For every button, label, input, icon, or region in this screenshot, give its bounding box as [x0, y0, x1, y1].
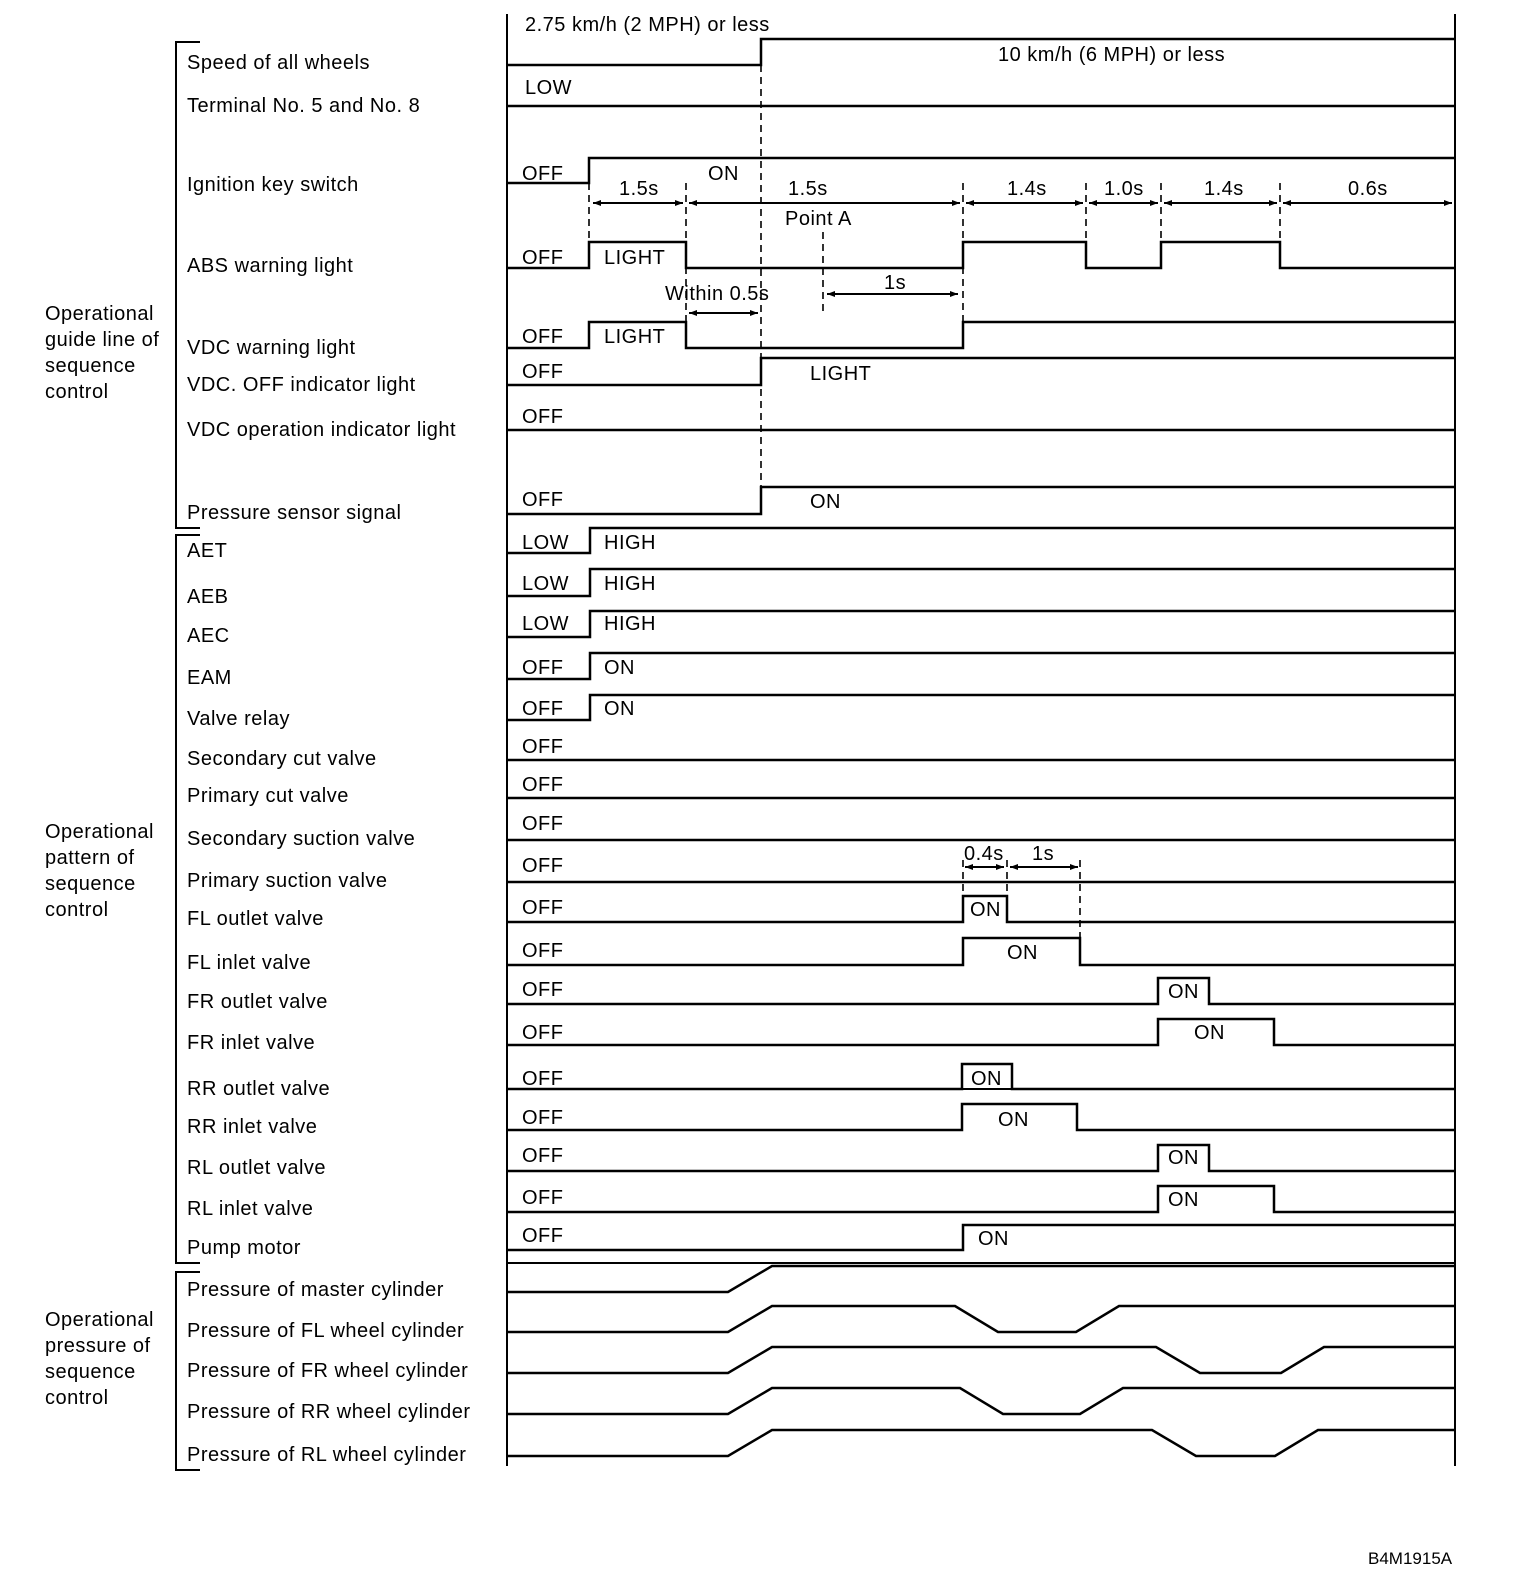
arrowhead-icon — [1070, 864, 1078, 870]
waveform-pressure-of-rr-wheel-cylinder — [508, 1388, 1455, 1414]
waveform-fl-inlet-valve — [508, 938, 1455, 965]
signal-label-fr-inlet-valve: FR inlet valve — [187, 1032, 316, 1054]
waveform-vdc-off-indicator-light — [508, 358, 1455, 385]
timing-label-1s: 1s — [884, 272, 907, 294]
state-label-off: OFF — [522, 1145, 564, 1167]
group-label-pattern: control — [45, 899, 109, 921]
waveform-pressure-sensor-signal — [508, 487, 1455, 514]
signal-label-vdc-warning-light: VDC warning light — [187, 337, 356, 359]
state-label-on: ON — [708, 163, 739, 185]
state-label-off: OFF — [522, 489, 564, 511]
state-label-off: OFF — [522, 855, 564, 877]
timing-label-within-0-5s: Within 0.5s — [665, 283, 770, 305]
state-label-off: OFF — [522, 1107, 564, 1129]
waveform-rr-inlet-valve — [508, 1104, 1455, 1130]
timing-label-1-0s: 1.0s — [1104, 178, 1144, 200]
arrowhead-icon — [1444, 200, 1452, 206]
signal-label-pressure-of-fr-wheel-cylinder: Pressure of FR wheel cylinder — [187, 1360, 469, 1382]
waveform-rl-inlet-valve — [508, 1186, 1455, 1212]
waveform-fr-inlet-valve — [508, 1019, 1455, 1045]
signal-label-secondary-suction-valve: Secondary suction valve — [187, 828, 416, 850]
waveform-pressure-of-fl-wheel-cylinder — [508, 1306, 1455, 1332]
state-label-off: OFF — [522, 1022, 564, 1044]
state-label-on: ON — [998, 1109, 1029, 1131]
state-label-low: LOW — [522, 573, 570, 595]
state-label-off: OFF — [522, 1068, 564, 1090]
group-label-pattern: pattern of — [45, 847, 135, 869]
timing-annotations — [593, 178, 1452, 870]
arrowhead-icon — [1010, 864, 1018, 870]
state-label-off: OFF — [522, 813, 564, 835]
state-label-low: LOW — [522, 613, 570, 635]
state-label-light: LIGHT — [604, 326, 666, 348]
arrowhead-icon — [675, 200, 683, 206]
state-label-off: OFF — [522, 657, 564, 679]
signal-label-pressure-sensor-signal: Pressure sensor signal — [187, 502, 402, 524]
arrowhead-icon — [1164, 200, 1172, 206]
state-label-off: OFF — [522, 1187, 564, 1209]
arrowhead-icon — [952, 200, 960, 206]
arrowhead-icon — [966, 200, 974, 206]
state-label-off: OFF — [522, 247, 564, 269]
signal-label-eam: EAM — [187, 667, 232, 689]
waveform-speed-of-all-wheels — [508, 39, 1455, 65]
arrowhead-icon — [1150, 200, 1158, 206]
arrowhead-icon — [827, 291, 835, 297]
waveform-pressure-of-fr-wheel-cylinder — [508, 1347, 1455, 1373]
timing-label-1-5s: 1.5s — [619, 178, 659, 200]
state-label-off: OFF — [522, 736, 564, 758]
signal-label-secondary-cut-valve: Secondary cut valve — [187, 748, 377, 770]
arrowhead-icon — [1283, 200, 1291, 206]
arrowhead-icon — [1269, 200, 1277, 206]
state-label-on: ON — [970, 899, 1001, 921]
group-label-pattern: sequence — [45, 873, 136, 895]
group-label-pressure: Operational — [45, 1309, 154, 1331]
state-label-on: ON — [1168, 1189, 1199, 1211]
signal-labels — [187, 52, 471, 1466]
state-label-on: ON — [810, 491, 841, 513]
group-label-guide: guide line of — [45, 329, 160, 351]
waveform-pressure-of-master-cylinder — [508, 1266, 1455, 1292]
dashed-timing-markers — [589, 65, 1280, 938]
signal-label-rr-outlet-valve: RR outlet valve — [187, 1078, 331, 1100]
signal-label-vdc-off-indicator-light: VDC. OFF indicator light — [187, 374, 416, 396]
arrowhead-icon — [1075, 200, 1083, 206]
waveform-rl-outlet-valve — [508, 1145, 1455, 1171]
signal-label-aec: AEC — [187, 625, 230, 647]
timing-label-point-a: Point A — [785, 208, 852, 230]
state-label-low: LOW — [525, 77, 573, 99]
signal-label-fr-outlet-valve: FR outlet valve — [187, 991, 328, 1013]
state-label-off: OFF — [522, 1225, 564, 1247]
timing-label-1-5s: 1.5s — [788, 178, 828, 200]
state-label-on: ON — [604, 698, 635, 720]
state-label-on: ON — [971, 1068, 1002, 1090]
timing-label-1-4s: 1.4s — [1204, 178, 1244, 200]
signal-label-aet: AET — [187, 540, 228, 562]
signal-label-valve-relay: Valve relay — [187, 708, 290, 730]
waveform-eam — [508, 653, 1455, 679]
figure-code: B4M1915A — [1368, 1549, 1453, 1568]
signal-label-rl-inlet-valve: RL inlet valve — [187, 1198, 314, 1220]
signal-label-pump-motor: Pump motor — [187, 1237, 301, 1259]
state-label-on: ON — [1194, 1022, 1225, 1044]
state-label-off: OFF — [522, 361, 564, 383]
state-label-off: OFF — [522, 774, 564, 796]
waveform-fr-outlet-valve — [508, 978, 1455, 1004]
arrowhead-icon — [1089, 200, 1097, 206]
signal-label-rr-inlet-valve: RR inlet valve — [187, 1116, 318, 1138]
signal-label-aeb: AEB — [187, 586, 229, 608]
state-label-on: ON — [1007, 942, 1038, 964]
signal-label-rl-outlet-valve: RL outlet valve — [187, 1157, 327, 1179]
state-label-10-km-h-6-mph-or-less: 10 km/h (6 MPH) or less — [998, 44, 1226, 66]
arrowhead-icon — [689, 310, 697, 316]
timing-label-1-4s: 1.4s — [1007, 178, 1047, 200]
timing-label-1s: 1s — [1032, 843, 1055, 865]
state-label-high: HIGH — [604, 613, 656, 635]
state-label-off: OFF — [522, 897, 564, 919]
state-label-on: ON — [1168, 1147, 1199, 1169]
arrowhead-icon — [593, 200, 601, 206]
state-label-on: ON — [1168, 981, 1199, 1003]
signal-label-terminal-no-5-and-no-8: Terminal No. 5 and No. 8 — [187, 95, 421, 117]
group-label-pressure: pressure of — [45, 1335, 151, 1357]
state-label-light: LIGHT — [604, 247, 666, 269]
timing-label-0-6s: 0.6s — [1348, 178, 1388, 200]
state-label-off: OFF — [522, 940, 564, 962]
waveform-valve-relay — [508, 695, 1455, 720]
state-label-on: ON — [604, 657, 635, 679]
arrowhead-icon — [689, 200, 697, 206]
group-label-pressure: control — [45, 1387, 109, 1409]
signal-label-pressure-of-master-cylinder: Pressure of master cylinder — [187, 1279, 444, 1301]
state-label-light: LIGHT — [810, 363, 872, 385]
state-label-high: HIGH — [604, 532, 656, 554]
state-label-off: OFF — [522, 979, 564, 1001]
signal-label-pressure-of-fl-wheel-cylinder: Pressure of FL wheel cylinder — [187, 1320, 465, 1342]
group-label-guide: sequence — [45, 355, 136, 377]
signal-label-fl-inlet-valve: FL inlet valve — [187, 952, 312, 974]
waveform-pressure-of-rl-wheel-cylinder — [508, 1430, 1455, 1456]
group-label-pattern: Operational — [45, 821, 154, 843]
timing-label-0-4s: 0.4s — [964, 843, 1004, 865]
signal-label-pressure-of-rl-wheel-cylinder: Pressure of RL wheel cylinder — [187, 1444, 467, 1466]
state-label-off: OFF — [522, 163, 564, 185]
group-labels — [45, 303, 159, 1409]
arrowhead-icon — [950, 291, 958, 297]
state-label-high: HIGH — [604, 573, 656, 595]
signal-label-abs-warning-light: ABS warning light — [187, 255, 354, 277]
signal-label-primary-cut-valve: Primary cut valve — [187, 785, 349, 807]
state-label-2-75-km-h-2-mph-or-less: 2.75 km/h (2 MPH) or less — [525, 14, 770, 36]
signal-label-ignition-key-switch: Ignition key switch — [187, 174, 359, 196]
group-label-guide: control — [45, 381, 109, 403]
signal-label-pressure-of-rr-wheel-cylinder: Pressure of RR wheel cylinder — [187, 1401, 471, 1423]
signal-label-vdc-operation-indicator-light: VDC operation indicator light — [187, 419, 457, 441]
signal-label-primary-suction-valve: Primary suction valve — [187, 870, 388, 892]
state-label-off: OFF — [522, 406, 564, 428]
signal-label-speed-of-all-wheels: Speed of all wheels — [187, 52, 370, 74]
arrowhead-icon — [750, 310, 758, 316]
state-label-low: LOW — [522, 532, 570, 554]
state-label-off: OFF — [522, 326, 564, 348]
signal-label-fl-outlet-valve: FL outlet valve — [187, 908, 324, 930]
state-label-on: ON — [978, 1228, 1009, 1250]
group-label-guide: Operational — [45, 303, 154, 325]
group-label-pressure: sequence — [45, 1361, 136, 1383]
state-label-off: OFF — [522, 698, 564, 720]
